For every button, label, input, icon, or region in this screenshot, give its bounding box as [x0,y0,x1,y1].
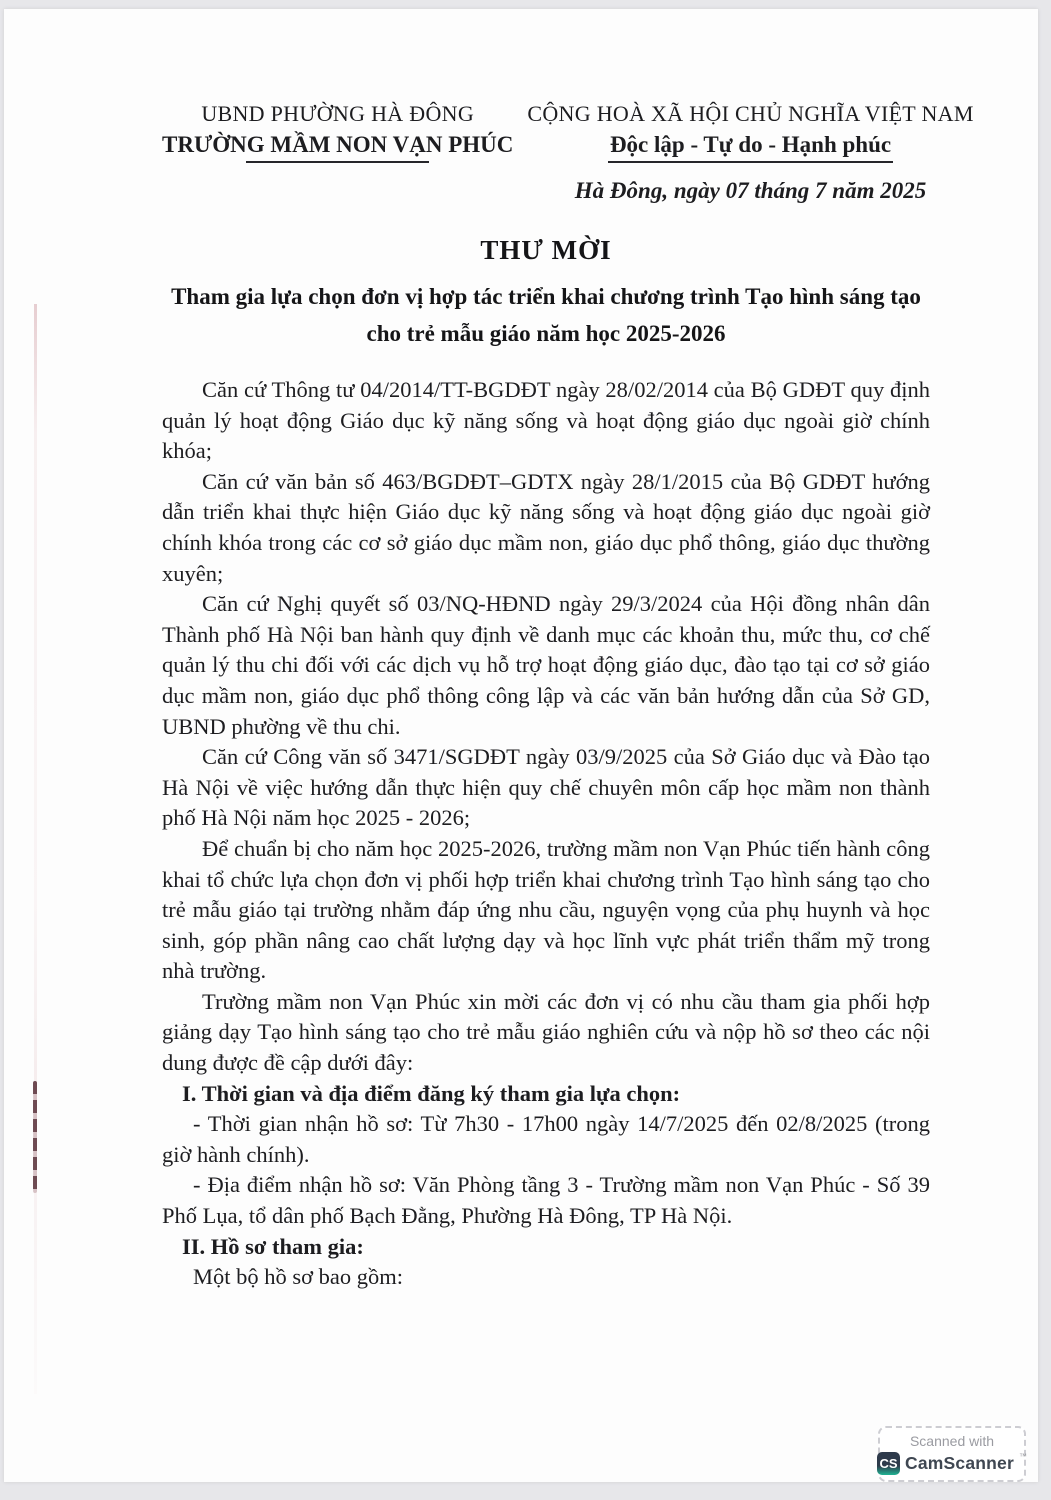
body-paragraph: Trường mầm non Vạn Phúc xin mời các đơn vị có nhu cầu tham gia phối hợp giảng dạy Tạo hình sáng tạo cho trẻ mẫu giáo nghiên cứu và nộp hồ sơ theo các nội dung được đề cập dưới đây: [162,988,930,1076]
place-and-date: Hà Đông, ngày 07 tháng 7 năm 2025 [574,178,927,203]
body-paragraph: Để chuẩn bị cho năm học 2025-2026, trường mầm non Vạn Phúc tiến hành công khai tổ chức lựa chọn đơn vị phối hợp triển khai chương trình Tạo hình sáng tạo cho trẻ mẫu giáo tại trường nhằm đáp ứng nhu cầu, nguyện vọng của phụ huynh và học sinh, góp phần nâng cao chất lượng dạy và học lĩnh vực phát triển thẩm mỹ trong nhà trường. [162,835,930,984]
body-paragraph: Căn cứ văn bản số 463/BGDĐT–GDTX ngày 28/1/2015 của Bộ GDĐT hướng dẫn triển khai thực hiện Giáo dục kỹ năng sống và hoạt động giáo dục ngoài giờ chính khóa trong các cơ sở giáo dục mầm non, giáo dục phổ thông, giáo dục thường xuyên; [162,468,930,586]
trademark-symbol: ™ [1019,1451,1027,1461]
motto-underline [608,161,894,163]
body-paragraph: Căn cứ Nghị quyết số 03/NQ-HĐND ngày 29/3/2024 của Hội đồng nhân dân Thành phố Hà Nội ban hành quy định về danh mục các khoản thu, mức thu, cơ chế quản lý thu chi đối với các dịch vụ hỗ trợ hoạt động giáo dục, đào tạo tại cơ sở giáo dục mầm non, giáo dục phổ thông công lập và các văn bản hướng dẫn của Sở GD, UBND phường về thu chi. [162,591,930,739]
camscanner-app-name: CamScanner [905,1452,1014,1473]
org-parent-name: UBND PHƯỜNG HÀ ĐÔNG [201,101,475,126]
national-header-block [513,101,973,204]
section-2-heading: II. Hồ sơ tham gia: [182,1233,364,1259]
national-title: CỘNG HOÀ XÃ HỘI CHỦ NGHĨA VIỆT NAM [527,101,974,126]
section-1-item-time: - Thời gian nhận hồ sơ: Từ 7h30 - 17h00 ngày 14/7/2025 đến 02/8/2025 (trong giờ hành chính). [162,1111,930,1167]
document-body [162,375,930,1293]
document-title: THƯ MỜI [480,235,612,265]
section-2-intro: Một bộ hồ sơ bao gồm: [193,1264,404,1290]
scanned-with-label: Scanned with [909,1432,995,1449]
section-1-item-location: - Địa điểm nhận hồ sơ: Văn Phòng tầng 3 - Trường mầm non Vạn Phúc - Số 39 Phố Lụa, tổ dân phố Bạch Đằng, Phường Hà Đông, TP Hà Nội. [162,1172,930,1229]
camscanner-watermark-badge[interactable] [878,1426,1026,1482]
camscanner-brand-row [877,1452,1027,1475]
document-header [162,101,974,204]
body-paragraph: Căn cứ Thông tư 04/2014/TT-BGDĐT ngày 28/02/2014 của Bộ GDĐT quy định quản lý hoạt động Giáo dục kỹ năng sống và hoạt động giáo dục ngoài giờ chính khóa; [162,377,930,464]
national-motto: Độc lập - Tự do - Hạnh phúc [609,132,892,157]
issuing-org-block [162,101,513,204]
scanned-document-page [4,9,1038,1482]
body-paragraph: Căn cứ Công văn số 3471/SGDĐT ngày 03/9/2025 của Sở Giáo dục và Đào tạo Hà Nội về việc hướng dẫn thực hiện quy chế chuyên môn cấp học mầm non thành phố Hà Nội năm học 2025 - 2026; [162,744,930,831]
org-name: TRƯỜNG MẦM NON VẠN PHÚC [162,132,514,157]
org-name-underline [246,161,429,163]
section-1-heading: I. Thời gian và địa điểm đăng ký tham gia lựa chọn: [182,1080,681,1106]
document-subtitle: Tham gia lựa chọn đơn vị hợp tác triển khai chương trình Tạo hình sáng tạo cho trẻ mẫu giáo năm học 2025-2026 [171,284,921,346]
document-content [4,9,1038,1482]
camscanner-logo-icon: CS [877,1452,900,1475]
